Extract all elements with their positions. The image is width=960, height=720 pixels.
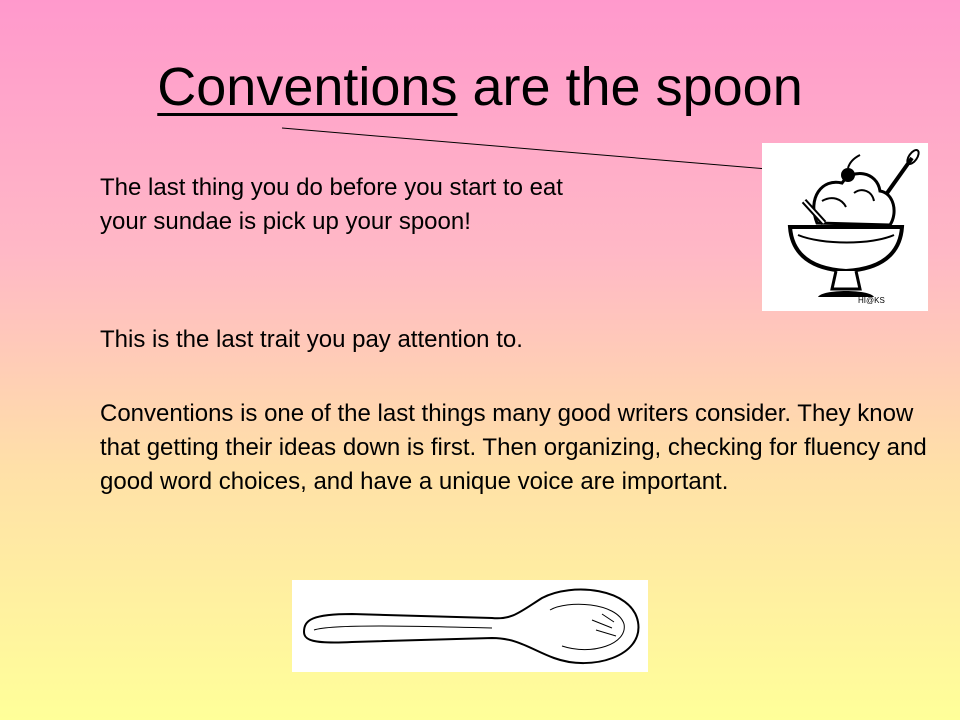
paragraph-conventions: Conventions is one of the last things many good writers consider. They know that getting their ideas down is first. Then organizing, checking for fluency and good word choices, and have a unique voice are important. [100, 400, 927, 495]
paragraph-last-trait: This is the last trait you pay attention to. [100, 326, 523, 353]
title-rest: are the spoon [457, 57, 803, 117]
sundae-signature: HI@KS [858, 296, 885, 305]
spoon-icon [292, 580, 648, 672]
ice-cream-sundae-icon [762, 143, 928, 311]
paragraph-sundae: The last thing you do before you start to eat your sundae is pick up your spoon! [100, 174, 563, 235]
title-keyword: Conventions [157, 57, 458, 117]
